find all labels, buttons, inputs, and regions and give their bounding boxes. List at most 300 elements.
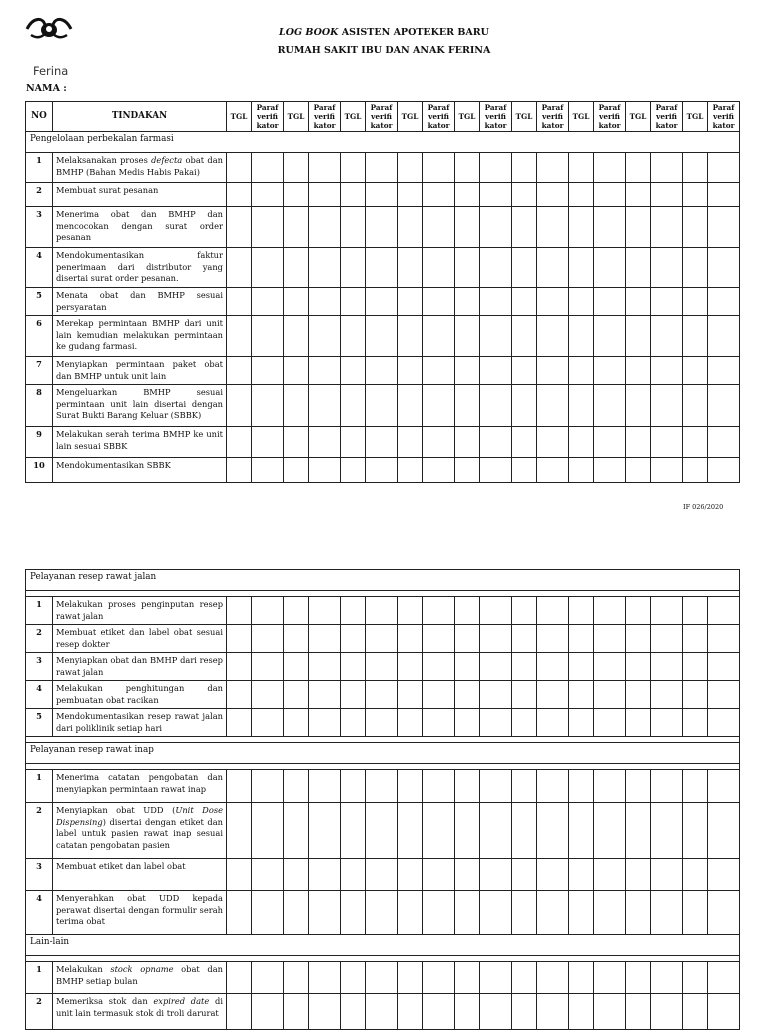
paraf-cell[interactable]: [651, 803, 683, 859]
tgl-cell[interactable]: [626, 357, 651, 385]
paraf-cell[interactable]: [423, 207, 455, 248]
tgl-cell[interactable]: [227, 859, 252, 891]
tgl-cell[interactable]: [398, 288, 423, 316]
paraf-cell[interactable]: [423, 803, 455, 859]
tgl-cell[interactable]: [626, 962, 651, 994]
paraf-cell[interactable]: [537, 803, 569, 859]
tgl-cell[interactable]: [455, 316, 480, 357]
tgl-cell[interactable]: [341, 288, 366, 316]
paraf-cell[interactable]: [309, 962, 341, 994]
paraf-cell[interactable]: [366, 859, 398, 891]
tgl-cell[interactable]: [284, 385, 309, 427]
tgl-cell[interactable]: [284, 709, 309, 737]
paraf-cell[interactable]: [423, 153, 455, 183]
paraf-cell[interactable]: [594, 653, 626, 681]
tgl-cell[interactable]: [512, 962, 537, 994]
tgl-cell[interactable]: [626, 994, 651, 1030]
paraf-cell[interactable]: [423, 183, 455, 207]
tgl-cell[interactable]: [683, 385, 708, 427]
paraf-cell[interactable]: [651, 183, 683, 207]
paraf-cell[interactable]: [651, 653, 683, 681]
paraf-cell[interactable]: [651, 207, 683, 248]
paraf-cell[interactable]: [309, 183, 341, 207]
tgl-cell[interactable]: [227, 681, 252, 709]
tgl-cell[interactable]: [455, 288, 480, 316]
paraf-cell[interactable]: [309, 625, 341, 653]
tgl-cell[interactable]: [398, 153, 423, 183]
tgl-cell[interactable]: [569, 994, 594, 1030]
paraf-cell[interactable]: [651, 597, 683, 625]
tgl-cell[interactable]: [512, 153, 537, 183]
paraf-cell[interactable]: [480, 183, 512, 207]
paraf-cell[interactable]: [537, 288, 569, 316]
tgl-cell[interactable]: [398, 458, 423, 483]
paraf-cell[interactable]: [252, 153, 284, 183]
tgl-cell[interactable]: [398, 770, 423, 803]
tgl-cell[interactable]: [512, 183, 537, 207]
paraf-cell[interactable]: [708, 385, 740, 427]
tgl-cell[interactable]: [683, 427, 708, 458]
tgl-cell[interactable]: [626, 597, 651, 625]
paraf-cell[interactable]: [651, 962, 683, 994]
tgl-cell[interactable]: [569, 803, 594, 859]
paraf-cell[interactable]: [423, 357, 455, 385]
tgl-cell[interactable]: [455, 891, 480, 935]
paraf-cell[interactable]: [537, 994, 569, 1030]
paraf-cell[interactable]: [708, 994, 740, 1030]
tgl-cell[interactable]: [455, 153, 480, 183]
tgl-cell[interactable]: [683, 681, 708, 709]
paraf-cell[interactable]: [252, 427, 284, 458]
paraf-cell[interactable]: [423, 891, 455, 935]
tgl-cell[interactable]: [455, 625, 480, 653]
tgl-cell[interactable]: [683, 207, 708, 248]
paraf-cell[interactable]: [594, 962, 626, 994]
paraf-cell[interactable]: [252, 288, 284, 316]
paraf-cell[interactable]: [309, 709, 341, 737]
paraf-cell[interactable]: [537, 653, 569, 681]
paraf-cell[interactable]: [594, 183, 626, 207]
tgl-cell[interactable]: [284, 962, 309, 994]
paraf-cell[interactable]: [309, 597, 341, 625]
paraf-cell[interactable]: [423, 288, 455, 316]
tgl-cell[interactable]: [569, 625, 594, 653]
tgl-cell[interactable]: [626, 653, 651, 681]
tgl-cell[interactable]: [398, 248, 423, 288]
tgl-cell[interactable]: [227, 207, 252, 248]
paraf-cell[interactable]: [537, 427, 569, 458]
tgl-cell[interactable]: [569, 770, 594, 803]
tgl-cell[interactable]: [683, 962, 708, 994]
paraf-cell[interactable]: [594, 891, 626, 935]
paraf-cell[interactable]: [651, 288, 683, 316]
paraf-cell[interactable]: [651, 427, 683, 458]
paraf-cell[interactable]: [480, 994, 512, 1030]
tgl-cell[interactable]: [284, 891, 309, 935]
paraf-cell[interactable]: [366, 891, 398, 935]
tgl-cell[interactable]: [398, 859, 423, 891]
tgl-cell[interactable]: [569, 153, 594, 183]
tgl-cell[interactable]: [398, 183, 423, 207]
paraf-cell[interactable]: [252, 458, 284, 483]
paraf-cell[interactable]: [537, 385, 569, 427]
tgl-cell[interactable]: [341, 625, 366, 653]
paraf-cell[interactable]: [594, 770, 626, 803]
paraf-cell[interactable]: [309, 153, 341, 183]
tgl-cell[interactable]: [398, 316, 423, 357]
paraf-cell[interactable]: [651, 316, 683, 357]
tgl-cell[interactable]: [227, 709, 252, 737]
tgl-cell[interactable]: [455, 709, 480, 737]
paraf-cell[interactable]: [651, 385, 683, 427]
paraf-cell[interactable]: [423, 385, 455, 427]
paraf-cell[interactable]: [423, 681, 455, 709]
tgl-cell[interactable]: [341, 803, 366, 859]
paraf-cell[interactable]: [480, 962, 512, 994]
tgl-cell[interactable]: [284, 597, 309, 625]
tgl-cell[interactable]: [284, 458, 309, 483]
tgl-cell[interactable]: [227, 427, 252, 458]
tgl-cell[interactable]: [626, 458, 651, 483]
tgl-cell[interactable]: [284, 681, 309, 709]
paraf-cell[interactable]: [252, 962, 284, 994]
paraf-cell[interactable]: [480, 288, 512, 316]
paraf-cell[interactable]: [366, 183, 398, 207]
tgl-cell[interactable]: [512, 625, 537, 653]
tgl-cell[interactable]: [284, 625, 309, 653]
tgl-cell[interactable]: [683, 859, 708, 891]
tgl-cell[interactable]: [227, 248, 252, 288]
tgl-cell[interactable]: [341, 458, 366, 483]
paraf-cell[interactable]: [423, 709, 455, 737]
paraf-cell[interactable]: [252, 891, 284, 935]
paraf-cell[interactable]: [594, 385, 626, 427]
paraf-cell[interactable]: [366, 153, 398, 183]
paraf-cell[interactable]: [480, 653, 512, 681]
paraf-cell[interactable]: [480, 458, 512, 483]
tgl-cell[interactable]: [626, 316, 651, 357]
paraf-cell[interactable]: [366, 427, 398, 458]
tgl-cell[interactable]: [227, 458, 252, 483]
tgl-cell[interactable]: [683, 770, 708, 803]
tgl-cell[interactable]: [284, 653, 309, 681]
tgl-cell[interactable]: [341, 962, 366, 994]
tgl-cell[interactable]: [569, 427, 594, 458]
paraf-cell[interactable]: [537, 770, 569, 803]
tgl-cell[interactable]: [626, 385, 651, 427]
paraf-cell[interactable]: [366, 681, 398, 709]
paraf-cell[interactable]: [708, 427, 740, 458]
tgl-cell[interactable]: [284, 183, 309, 207]
tgl-cell[interactable]: [683, 803, 708, 859]
paraf-cell[interactable]: [252, 183, 284, 207]
paraf-cell[interactable]: [708, 248, 740, 288]
tgl-cell[interactable]: [569, 288, 594, 316]
tgl-cell[interactable]: [398, 681, 423, 709]
paraf-cell[interactable]: [366, 962, 398, 994]
paraf-cell[interactable]: [480, 248, 512, 288]
paraf-cell[interactable]: [252, 709, 284, 737]
paraf-cell[interactable]: [309, 316, 341, 357]
tgl-cell[interactable]: [398, 625, 423, 653]
tgl-cell[interactable]: [512, 709, 537, 737]
paraf-cell[interactable]: [651, 859, 683, 891]
paraf-cell[interactable]: [423, 427, 455, 458]
paraf-cell[interactable]: [708, 357, 740, 385]
paraf-cell[interactable]: [594, 458, 626, 483]
tgl-cell[interactable]: [569, 458, 594, 483]
tgl-cell[interactable]: [626, 859, 651, 891]
tgl-cell[interactable]: [455, 653, 480, 681]
tgl-cell[interactable]: [284, 427, 309, 458]
paraf-cell[interactable]: [651, 770, 683, 803]
paraf-cell[interactable]: [708, 625, 740, 653]
paraf-cell[interactable]: [309, 681, 341, 709]
paraf-cell[interactable]: [594, 153, 626, 183]
paraf-cell[interactable]: [366, 597, 398, 625]
paraf-cell[interactable]: [423, 770, 455, 803]
paraf-cell[interactable]: [252, 859, 284, 891]
tgl-cell[interactable]: [341, 316, 366, 357]
paraf-cell[interactable]: [366, 709, 398, 737]
tgl-cell[interactable]: [284, 357, 309, 385]
tgl-cell[interactable]: [284, 770, 309, 803]
tgl-cell[interactable]: [341, 709, 366, 737]
tgl-cell[interactable]: [626, 153, 651, 183]
paraf-cell[interactable]: [252, 994, 284, 1030]
paraf-cell[interactable]: [594, 859, 626, 891]
paraf-cell[interactable]: [537, 248, 569, 288]
tgl-cell[interactable]: [626, 625, 651, 653]
paraf-cell[interactable]: [423, 316, 455, 357]
tgl-cell[interactable]: [455, 207, 480, 248]
paraf-cell[interactable]: [252, 653, 284, 681]
paraf-cell[interactable]: [309, 891, 341, 935]
paraf-cell[interactable]: [366, 994, 398, 1030]
tgl-cell[interactable]: [398, 962, 423, 994]
tgl-cell[interactable]: [227, 653, 252, 681]
tgl-cell[interactable]: [284, 803, 309, 859]
tgl-cell[interactable]: [284, 248, 309, 288]
paraf-cell[interactable]: [480, 770, 512, 803]
paraf-cell[interactable]: [309, 770, 341, 803]
paraf-cell[interactable]: [537, 316, 569, 357]
paraf-cell[interactable]: [480, 357, 512, 385]
tgl-cell[interactable]: [512, 770, 537, 803]
paraf-cell[interactable]: [594, 207, 626, 248]
paraf-cell[interactable]: [708, 288, 740, 316]
paraf-cell[interactable]: [708, 709, 740, 737]
tgl-cell[interactable]: [569, 357, 594, 385]
tgl-cell[interactable]: [569, 962, 594, 994]
tgl-cell[interactable]: [512, 357, 537, 385]
paraf-cell[interactable]: [708, 681, 740, 709]
tgl-cell[interactable]: [455, 385, 480, 427]
tgl-cell[interactable]: [398, 357, 423, 385]
paraf-cell[interactable]: [594, 681, 626, 709]
paraf-cell[interactable]: [480, 625, 512, 653]
paraf-cell[interactable]: [252, 385, 284, 427]
tgl-cell[interactable]: [398, 427, 423, 458]
tgl-cell[interactable]: [626, 288, 651, 316]
tgl-cell[interactable]: [455, 597, 480, 625]
paraf-cell[interactable]: [480, 427, 512, 458]
paraf-cell[interactable]: [594, 357, 626, 385]
paraf-cell[interactable]: [252, 803, 284, 859]
tgl-cell[interactable]: [227, 803, 252, 859]
paraf-cell[interactable]: [537, 458, 569, 483]
tgl-cell[interactable]: [455, 248, 480, 288]
tgl-cell[interactable]: [341, 153, 366, 183]
tgl-cell[interactable]: [341, 183, 366, 207]
tgl-cell[interactable]: [341, 770, 366, 803]
paraf-cell[interactable]: [651, 625, 683, 653]
paraf-cell[interactable]: [708, 316, 740, 357]
tgl-cell[interactable]: [683, 625, 708, 653]
tgl-cell[interactable]: [512, 653, 537, 681]
tgl-cell[interactable]: [569, 681, 594, 709]
paraf-cell[interactable]: [366, 653, 398, 681]
paraf-cell[interactable]: [708, 891, 740, 935]
tgl-cell[interactable]: [227, 891, 252, 935]
tgl-cell[interactable]: [455, 458, 480, 483]
paraf-cell[interactable]: [423, 597, 455, 625]
paraf-cell[interactable]: [537, 625, 569, 653]
paraf-cell[interactable]: [651, 248, 683, 288]
tgl-cell[interactable]: [227, 385, 252, 427]
paraf-cell[interactable]: [594, 316, 626, 357]
tgl-cell[interactable]: [284, 288, 309, 316]
tgl-cell[interactable]: [512, 994, 537, 1030]
paraf-cell[interactable]: [366, 458, 398, 483]
tgl-cell[interactable]: [512, 385, 537, 427]
tgl-cell[interactable]: [284, 994, 309, 1030]
paraf-cell[interactable]: [252, 770, 284, 803]
paraf-cell[interactable]: [366, 288, 398, 316]
tgl-cell[interactable]: [512, 681, 537, 709]
paraf-cell[interactable]: [537, 183, 569, 207]
tgl-cell[interactable]: [341, 427, 366, 458]
paraf-cell[interactable]: [366, 248, 398, 288]
tgl-cell[interactable]: [683, 653, 708, 681]
tgl-cell[interactable]: [569, 859, 594, 891]
tgl-cell[interactable]: [626, 248, 651, 288]
tgl-cell[interactable]: [569, 316, 594, 357]
tgl-cell[interactable]: [284, 207, 309, 248]
tgl-cell[interactable]: [683, 316, 708, 357]
tgl-cell[interactable]: [341, 653, 366, 681]
tgl-cell[interactable]: [626, 803, 651, 859]
tgl-cell[interactable]: [398, 597, 423, 625]
paraf-cell[interactable]: [594, 597, 626, 625]
tgl-cell[interactable]: [455, 803, 480, 859]
tgl-cell[interactable]: [455, 357, 480, 385]
tgl-cell[interactable]: [512, 859, 537, 891]
paraf-cell[interactable]: [309, 427, 341, 458]
paraf-cell[interactable]: [537, 207, 569, 248]
paraf-cell[interactable]: [309, 994, 341, 1030]
tgl-cell[interactable]: [398, 803, 423, 859]
tgl-cell[interactable]: [512, 316, 537, 357]
paraf-cell[interactable]: [708, 597, 740, 625]
paraf-cell[interactable]: [423, 248, 455, 288]
paraf-cell[interactable]: [366, 207, 398, 248]
paraf-cell[interactable]: [423, 653, 455, 681]
tgl-cell[interactable]: [398, 207, 423, 248]
paraf-cell[interactable]: [537, 597, 569, 625]
tgl-cell[interactable]: [512, 207, 537, 248]
tgl-cell[interactable]: [569, 653, 594, 681]
paraf-cell[interactable]: [480, 859, 512, 891]
paraf-cell[interactable]: [594, 288, 626, 316]
paraf-cell[interactable]: [708, 770, 740, 803]
tgl-cell[interactable]: [398, 891, 423, 935]
tgl-cell[interactable]: [341, 357, 366, 385]
tgl-cell[interactable]: [341, 891, 366, 935]
paraf-cell[interactable]: [594, 709, 626, 737]
paraf-cell[interactable]: [594, 625, 626, 653]
paraf-cell[interactable]: [708, 962, 740, 994]
paraf-cell[interactable]: [708, 653, 740, 681]
tgl-cell[interactable]: [455, 859, 480, 891]
paraf-cell[interactable]: [423, 962, 455, 994]
tgl-cell[interactable]: [284, 153, 309, 183]
tgl-cell[interactable]: [683, 357, 708, 385]
tgl-cell[interactable]: [626, 709, 651, 737]
paraf-cell[interactable]: [309, 803, 341, 859]
paraf-cell[interactable]: [708, 207, 740, 248]
tgl-cell[interactable]: [341, 597, 366, 625]
tgl-cell[interactable]: [398, 385, 423, 427]
paraf-cell[interactable]: [651, 994, 683, 1030]
paraf-cell[interactable]: [708, 153, 740, 183]
tgl-cell[interactable]: [683, 597, 708, 625]
tgl-cell[interactable]: [398, 709, 423, 737]
paraf-cell[interactable]: [537, 709, 569, 737]
tgl-cell[interactable]: [683, 248, 708, 288]
tgl-cell[interactable]: [284, 316, 309, 357]
paraf-cell[interactable]: [309, 859, 341, 891]
paraf-cell[interactable]: [309, 653, 341, 681]
paraf-cell[interactable]: [423, 994, 455, 1030]
tgl-cell[interactable]: [398, 653, 423, 681]
paraf-cell[interactable]: [537, 859, 569, 891]
paraf-cell[interactable]: [366, 357, 398, 385]
paraf-cell[interactable]: [480, 385, 512, 427]
paraf-cell[interactable]: [708, 803, 740, 859]
tgl-cell[interactable]: [341, 681, 366, 709]
tgl-cell[interactable]: [284, 859, 309, 891]
tgl-cell[interactable]: [512, 891, 537, 935]
paraf-cell[interactable]: [309, 357, 341, 385]
tgl-cell[interactable]: [569, 207, 594, 248]
tgl-cell[interactable]: [569, 709, 594, 737]
tgl-cell[interactable]: [227, 962, 252, 994]
tgl-cell[interactable]: [626, 207, 651, 248]
paraf-cell[interactable]: [708, 859, 740, 891]
tgl-cell[interactable]: [455, 962, 480, 994]
paraf-cell[interactable]: [594, 248, 626, 288]
tgl-cell[interactable]: [569, 183, 594, 207]
tgl-cell[interactable]: [683, 994, 708, 1030]
paraf-cell[interactable]: [708, 458, 740, 483]
tgl-cell[interactable]: [683, 891, 708, 935]
paraf-cell[interactable]: [309, 385, 341, 427]
tgl-cell[interactable]: [341, 859, 366, 891]
tgl-cell[interactable]: [512, 427, 537, 458]
tgl-cell[interactable]: [227, 770, 252, 803]
paraf-cell[interactable]: [252, 357, 284, 385]
